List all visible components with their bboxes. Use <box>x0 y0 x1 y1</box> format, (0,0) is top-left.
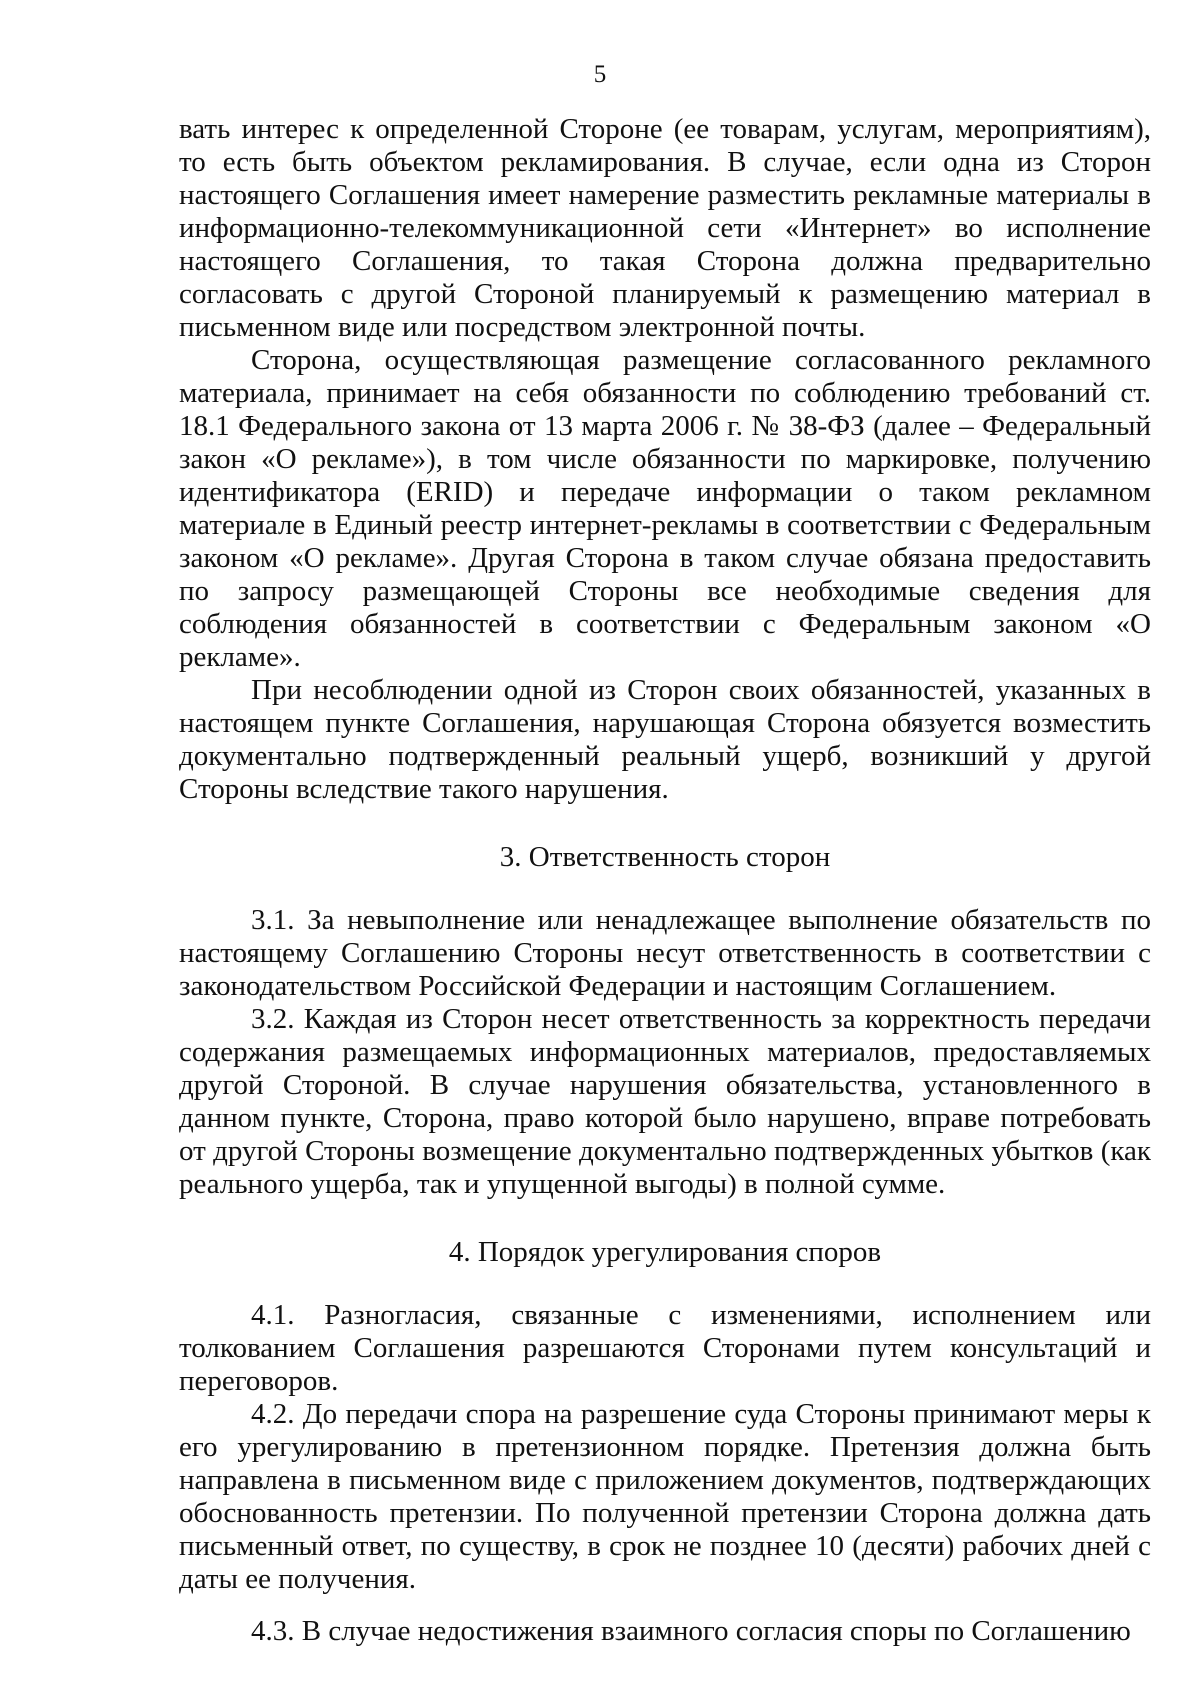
section-3-heading: 3. Ответственность сторон <box>499 841 831 873</box>
paragraph-continuation: вать интерес к определенной Стороне (ее товарам, услугам, мероприятиям), то есть быть объектом рекламирования. В случае, если одна из Сторон настоящего Соглашения имеет намерение разместить рекламные материалы в информационно-телекоммуникационной сети «Интернет» во исполнение настоящего Соглашения, то такая Сторона должна предварительно согласовать с другой Стороной планируемый к размещению материал в письменном виде или посредством электронной почты. <box>179 113 1151 343</box>
clause-4-3: 4.3. В случае недостижения взаимного согласия споры по Соглашению <box>251 1615 1131 1647</box>
paragraph-advertising-obligations: Сторона, осуществляющая размещение согласованного рекламного материала, принимает на себя обязанности по соблюдению требований ст. 18.1 Федерального закона от 13 марта 2006 г. № 38-ФЗ (далее – Федеральный закон «О рекламе»), в том числе обязанности по маркировке, получению идентификатора (ERID) и передаче информации о таком рекламном материале в Единый реестр интернет-рекламы в соответствии с Федеральным законом «О рекламе». Другая Сторона в таком случае обязана предоставить по запросу размещающей Стороны все необходимые сведения для соблюдения обязанностей в соответствии с Федеральным законом «О рекламе». <box>179 344 1151 673</box>
spacer <box>179 806 1151 841</box>
clause-4-1: 4.1. Разногласия, связанные с изменениями, исполнением или толкованием Соглашения разрешаются Сторонами путем консультаций и переговоров. <box>179 1299 1151 1397</box>
spacer <box>179 1269 1151 1299</box>
paragraph-damages: При несоблюдении одной из Сторон своих обязанностей, указанных в настоящем пункте Соглашения, нарушающая Сторона обязуется возместить документально подтвержденный реальный ущерб, возникший у другой Стороны вследствие такого нарушения. <box>179 674 1151 805</box>
clause-3-1: 3.1. За невыполнение или ненадлежащее выполнение обязательств по настоящему Соглашению Стороны несут ответственность в соответствии с законодательством Российской Федерации и настоящим Соглашением. <box>179 904 1151 1002</box>
spacer <box>179 1596 1151 1615</box>
spacer <box>179 874 1151 904</box>
page-number: 5 <box>593 61 607 88</box>
clause-3-2: 3.2. Каждая из Сторон несет ответственность за корректность передачи содержания размещаемых информационных материалов, предоставляемых другой Стороной. В случае нарушения обязательства, установленного в данном пункте, Сторона, право которой было нарушено, вправе потребовать от другой Стороны возмещение документально подтвержденных убытков (как реального ущерба, так и упущенной выгоды) в полной сумме. <box>179 1003 1151 1200</box>
spacer <box>179 1201 1151 1236</box>
clause-4-2: 4.2. До передачи спора на разрешение суда Стороны принимают меры к его урегулированию в претензионном порядке. Претензия должна быть направлена в письменном виде с приложением документов, подтверждающих обоснованность претензии. По полученной претензии Сторона должна дать письменный ответ, по существу, в срок не позднее 10 (десяти) рабочих дней с даты ее получения. <box>179 1398 1151 1595</box>
section-4-heading: 4. Порядок урегулирования споров <box>448 1236 882 1268</box>
document-body <box>179 113 1151 1648</box>
